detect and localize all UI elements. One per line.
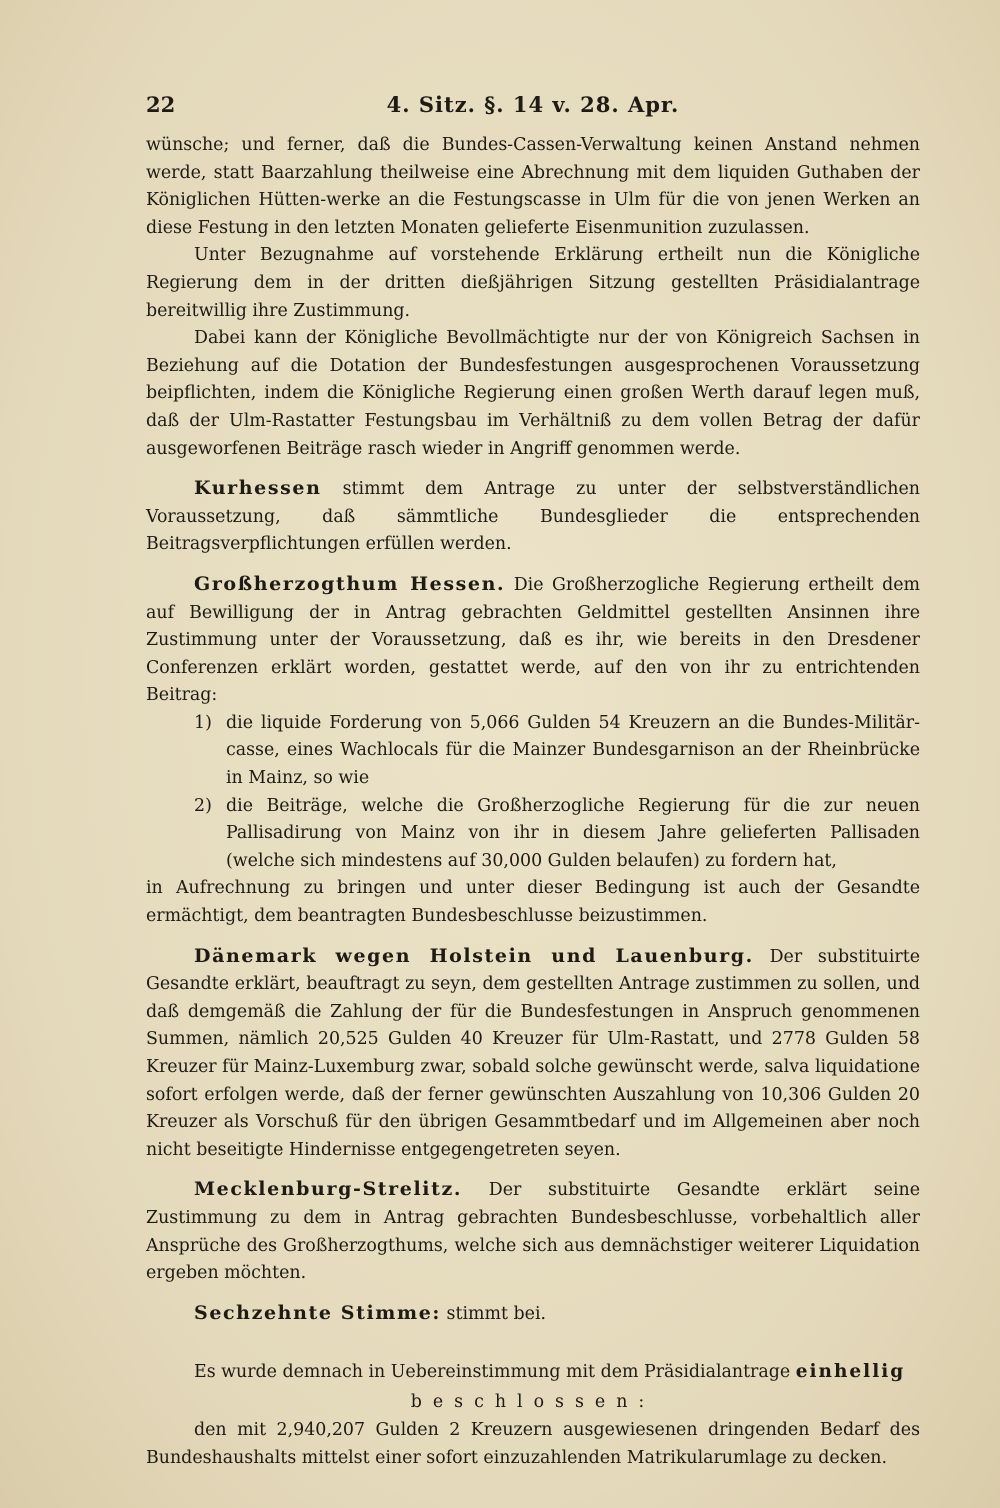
paragraph-continuation: wünsche; und ferner, daß die Bundes-Cassen-Verwaltung keinen Anstand nehmen werde, statt Baarzahlung theilweise eine Abrechnung mit dem liquiden Guthaben der Königlichen Hütten-werke an die Festungscasse in Ulm für die von jenen Werken an diese Festung in den letzten Monaten gelieferte Eisenmunition zuzulassen. [146, 135, 920, 238]
section-daenemark [146, 943, 920, 1165]
list-item-text: die Beiträge, welche die Großherzogliche Regierung für die zur neuen Pallisadirung von Mainz von ihr in diesem Jahre gelieferten Pallisaden (welche sich mindestens auf 30,000 Gulden belaufen) zu fordern hat, [226, 795, 920, 871]
mecklenburg-text: Der substituirte Gesandte erklärt seine Zustimmung zu dem in Antrag gebrachten Bundesbeschlusse, vorbehaltlich aller Ansprüche des Großherzogthums, welche sich aus demnächstiger weiterer Liquidation ergeben möchten. [146, 1180, 920, 1284]
running-title: 4. Sitz. §. 14 v. 28. Apr. [386, 92, 680, 117]
resolution-statement [146, 1358, 920, 1387]
list-item-text: die liquide Forderung von 5,066 Gulden 54 Kreuzern an die Bundes-Militär-casse, eines Wachlocals für die Mainzer Bundesgarnison an der Rheinbrücke in Mainz, so wie [226, 712, 920, 789]
daenemark-text: Der substituirte Gesandte erklärt, beauftragt zu seyn, dem gestellten Antrage zustimmen zu sollen, und daß demgemäß die Zahlung der für die Bundesfestungen in Anspruch genommenen Summen, nämlich 20,525 Gulden 40 Kreuzer für Ulm-Rastatt, und 2778 Gulden 58 Kreuzer für Mainz-Luxemburg zwar, sobald solche gewünscht werde, salva liquidatione sofort erfolgen werde, daß der ferner gewünschten Auszahlung von 10,306 Gulden 20 Kreuzer als Vorschuß für den übrigen Gesammtbedarf und im Allgemeinen aber noch nicht beseitigte Hindernisse entgegengetreten seyen. [146, 946, 920, 1160]
paragraph-zustimmung: Unter Bezugnahme auf vorstehende Erklärung ertheilt nun die Königliche Regierung dem in der dritten dießjährigen Sitzung gestellten Präsidialantrage bereitwillig ihre Zustimmung. [146, 245, 920, 321]
sechzehnte-text: stimmt bei. [441, 1303, 547, 1324]
page-header [146, 92, 920, 132]
list-item-2 [194, 793, 920, 876]
section-kurhessen [146, 475, 920, 559]
state-heading-daenemark: Dänemark wegen Holstein und Lauenburg. [194, 944, 754, 967]
resolution-decision: den mit 2,940,207 Gulden 2 Kreuzern ausgewiesenen dringenden Bedarf des Bundeshaushalts mittelst einer sofort einzuzahlenden Matrikularumlage zu decken. [146, 1419, 920, 1468]
beschlossen-heading: beschlossen: [410, 1391, 656, 1412]
state-heading-kurhessen: Kurhessen [194, 477, 322, 500]
resolution-text: Es wurde demnach in Uebereinstimmung mit dem Präsidialantrage [194, 1362, 796, 1383]
hessen-closing: in Aufrechnung zu bringen und unter dieser Bedingung ist auch der Gesandte ermächtigt, dem beantragten Bundesbeschlusse beizustimmen. [146, 878, 920, 927]
list-number: 2) [194, 795, 212, 816]
section-mecklenburg [146, 1176, 920, 1287]
state-heading-hessen: Großherzogthum Hessen. [194, 572, 506, 595]
kurhessen-text: stimmt dem Antrage zu unter der selbstverständlichen Voraussetzung, daß sämmtliche Bundesglieder die entsprechenden Beitragsverpflichtungen erfüllen werden. [146, 479, 920, 555]
list-number: 1) [194, 712, 212, 733]
resolution-emphasis: einhellig [795, 1361, 906, 1383]
page-number: 22 [146, 92, 176, 117]
section-sechzehnte-stimme [146, 1300, 920, 1329]
list-item-1 [194, 710, 920, 793]
hessen-text: Die Großherzogliche Regierung ertheilt dem auf Bewilligung der in Antrag gebrachten Geldmittel gestellten Ansinnen ihre Zustimmung unter der Voraussetzung, daß es ihr, wie bereits in den Dresdener Conferenzen erklärt worden, gestattet werde, auf den von ihr zu entrichtenden Beitrag: [146, 574, 920, 706]
paragraph-bevollmaechtigte: Dabei kann der Königliche Bevollmächtigte nur der von Königreich Sachsen in Beziehung auf die Dotation der Bundesfestungen ausgesprochenen Voraussetzung beipflichten, indem die Königliche Regierung einen großen Werth darauf legen muß, daß der Ulm-Rastatter Festungsbau im Verhältniß zu dem vollen Betrag der dafür ausgeworfenen Beiträge rasch wieder in Angriff genommen werde. [146, 328, 920, 459]
state-heading-sechzehnte: Sechzehnte Stimme: [194, 1301, 442, 1324]
state-heading-mecklenburg: Mecklenburg-Strelitz. [194, 1178, 463, 1201]
section-hessen [146, 571, 920, 710]
